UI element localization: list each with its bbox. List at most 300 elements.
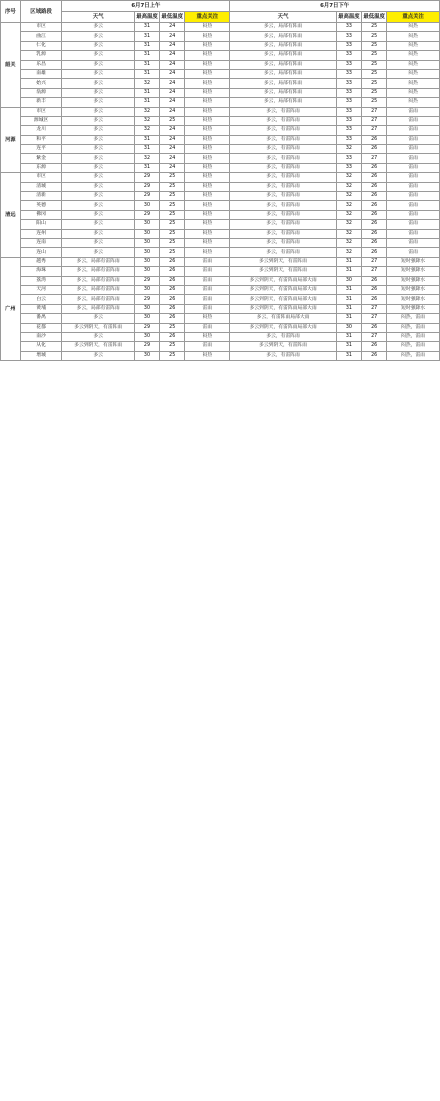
day1-low-cell: 24 bbox=[160, 107, 185, 116]
day1-low-cell: 26 bbox=[160, 314, 185, 323]
day2-focus-cell: 短时强降水 bbox=[387, 276, 440, 285]
day1-weather-cell: 多云 bbox=[62, 154, 134, 163]
day1-low-cell: 24 bbox=[160, 79, 185, 88]
district-cell: 紫金 bbox=[20, 154, 62, 163]
district-cell: 乐昌 bbox=[20, 60, 62, 69]
day1-low-cell: 26 bbox=[160, 295, 185, 304]
table-row bbox=[1, 51, 440, 60]
day1-low-cell: 25 bbox=[160, 342, 185, 351]
day1-weather-cell: 多云 bbox=[62, 210, 134, 219]
day2-low-cell: 26 bbox=[362, 173, 387, 182]
day2-low-cell: 25 bbox=[362, 51, 387, 60]
day1-focus-cell: 闷热 bbox=[185, 51, 230, 60]
day1-focus-cell: 闷热 bbox=[185, 107, 230, 116]
day2-low-cell: 27 bbox=[362, 126, 387, 135]
day1-focus-cell: 闷热 bbox=[185, 145, 230, 154]
day2-high-cell: 31 bbox=[336, 295, 361, 304]
day1-focus-cell: 闷热 bbox=[185, 23, 230, 32]
day2-high-cell: 32 bbox=[336, 229, 361, 238]
day2-weather-header: 天气 bbox=[230, 12, 336, 23]
day1-weather-header: 天气 bbox=[62, 12, 134, 23]
day1-high-cell: 29 bbox=[134, 173, 159, 182]
district-cell: 仁化 bbox=[20, 41, 62, 50]
day1-weather-cell: 多云 bbox=[62, 60, 134, 69]
district-cell: 龙川 bbox=[20, 126, 62, 135]
district-cell: 越秀 bbox=[20, 257, 62, 266]
day2-low-cell: 26 bbox=[362, 323, 387, 332]
day2-focus-cell: 雷雨 bbox=[387, 210, 440, 219]
day2-weather-cell: 多云到阴天，有雷阵雨 bbox=[230, 267, 336, 276]
day1-low-cell: 25 bbox=[160, 173, 185, 182]
day1-high-cell: 32 bbox=[134, 126, 159, 135]
day2-high-cell: 32 bbox=[336, 248, 361, 257]
day2-low-cell: 26 bbox=[362, 163, 387, 172]
day1-high-cell: 31 bbox=[134, 88, 159, 97]
day1-weather-cell: 多云 bbox=[62, 23, 134, 32]
day1-high-cell: 31 bbox=[134, 163, 159, 172]
day2-high-cell: 33 bbox=[336, 116, 361, 125]
day1-weather-cell: 多云 bbox=[62, 41, 134, 50]
day2-high-cell: 31 bbox=[336, 351, 361, 360]
day2-high-cell: 33 bbox=[336, 107, 361, 116]
day1-focus-cell: 闷热 bbox=[185, 154, 230, 163]
table-row bbox=[1, 267, 440, 276]
day1-low-cell: 25 bbox=[160, 323, 185, 332]
day1-high-cell: 29 bbox=[134, 192, 159, 201]
subheader-row bbox=[1, 12, 440, 23]
day2-weather-cell: 多云，有雷阵雨 bbox=[230, 126, 336, 135]
day2-weather-cell: 多云，有雷阵雨 bbox=[230, 182, 336, 191]
day1-low-cell: 24 bbox=[160, 51, 185, 60]
day2-high-cell: 33 bbox=[336, 88, 361, 97]
day1-high-cell: 29 bbox=[134, 276, 159, 285]
day2-weather-cell: 多云，局部有阵雨 bbox=[230, 79, 336, 88]
city-name: 广州 bbox=[1, 257, 21, 360]
district-cell: 番禺 bbox=[20, 314, 62, 323]
table-row bbox=[1, 342, 440, 351]
day2-high-cell: 32 bbox=[336, 201, 361, 210]
day1-low-cell: 24 bbox=[160, 126, 185, 135]
day2-high-cell: 31 bbox=[336, 257, 361, 266]
day2-low-cell: 26 bbox=[362, 238, 387, 247]
day1-focus-cell: 闷热 bbox=[185, 98, 230, 107]
day2-focus-cell: 闷热 bbox=[387, 41, 440, 50]
day1-focus-cell: 闷热 bbox=[185, 135, 230, 144]
district-cell: 连平 bbox=[20, 145, 62, 154]
day1-title: 6月7日上午 bbox=[62, 1, 230, 12]
day2-low-cell: 27 bbox=[362, 267, 387, 276]
day1-high-cell: 32 bbox=[134, 154, 159, 163]
day2-low-cell: 26 bbox=[362, 351, 387, 360]
day1-focus-cell: 闷热 bbox=[185, 32, 230, 41]
day2-low-cell: 26 bbox=[362, 201, 387, 210]
day1-high-cell: 30 bbox=[134, 267, 159, 276]
day2-focus-cell: 闷热，雷雨 bbox=[387, 332, 440, 341]
day2-weather-cell: 多云，有雷阵雨 bbox=[230, 135, 336, 144]
day1-low-cell: 25 bbox=[160, 116, 185, 125]
day1-weather-cell: 多云 bbox=[62, 182, 134, 191]
day1-high-cell: 30 bbox=[134, 257, 159, 266]
table-row bbox=[1, 210, 440, 219]
day1-low-cell: 24 bbox=[160, 23, 185, 32]
district-cell: 始兴 bbox=[20, 79, 62, 88]
day2-focus-cell: 雷雨 bbox=[387, 238, 440, 247]
day1-weather-cell: 多云 bbox=[62, 79, 134, 88]
day1-focus-cell: 闷热 bbox=[185, 201, 230, 210]
day1-low-cell: 24 bbox=[160, 163, 185, 172]
day1-weather-cell: 多云，局部有雷阵雨 bbox=[62, 285, 134, 294]
day1-focus-cell: 闷热 bbox=[185, 314, 230, 323]
day1-high-cell: 30 bbox=[134, 351, 159, 360]
day2-weather-cell: 多云到阴天，有雷阵雨局部大雨 bbox=[230, 276, 336, 285]
day2-low-cell: 26 bbox=[362, 145, 387, 154]
day1-low-cell: 25 bbox=[160, 229, 185, 238]
day2-weather-cell: 多云，有雷阵雨 bbox=[230, 332, 336, 341]
day2-weather-cell: 多云到阴天，有雷阵雨局部大雨 bbox=[230, 304, 336, 313]
table-row bbox=[1, 126, 440, 135]
day2-high-cell: 33 bbox=[336, 163, 361, 172]
day2-low-cell: 27 bbox=[362, 107, 387, 116]
day2-focus-cell: 闷热 bbox=[387, 69, 440, 78]
table-row bbox=[1, 116, 440, 125]
day2-focus-cell: 雷雨 bbox=[387, 182, 440, 191]
day2-low-cell: 25 bbox=[362, 32, 387, 41]
day2-weather-cell: 多云到阴天，有雷阵雨局部大雨 bbox=[230, 323, 336, 332]
city-name: 河源 bbox=[1, 107, 21, 173]
day2-high-cell: 33 bbox=[336, 60, 361, 69]
day2-low-cell: 27 bbox=[362, 332, 387, 341]
day2-low-cell: 26 bbox=[362, 248, 387, 257]
day2-high-cell: 32 bbox=[336, 238, 361, 247]
day2-weather-cell: 多云到阴天，有雷阵雨 bbox=[230, 342, 336, 351]
day2-focus-cell: 雷雨 bbox=[387, 126, 440, 135]
day1-focus-cell: 闷热 bbox=[185, 60, 230, 69]
district-cell: 荔湾 bbox=[20, 276, 62, 285]
day1-high-cell: 31 bbox=[134, 60, 159, 69]
day2-low-cell: 26 bbox=[362, 295, 387, 304]
day1-weather-cell: 多云，局部有雷阵雨 bbox=[62, 304, 134, 313]
day1-weather-cell: 多云 bbox=[62, 248, 134, 257]
district-cell: 南沙 bbox=[20, 332, 62, 341]
day1-focus-cell: 闷热 bbox=[185, 238, 230, 247]
day1-high-cell: 30 bbox=[134, 248, 159, 257]
day2-low-cell: 26 bbox=[362, 220, 387, 229]
table-row bbox=[1, 238, 440, 247]
table-row bbox=[1, 314, 440, 323]
day2-weather-cell: 多云，局部有阵雨 bbox=[230, 41, 336, 50]
table-row bbox=[1, 173, 440, 182]
day2-weather-cell: 多云，有雷阵雨 bbox=[230, 116, 336, 125]
day1-low-cell: 24 bbox=[160, 41, 185, 50]
day2-high-cell: 31 bbox=[336, 342, 361, 351]
day1-focus-cell: 闷热 bbox=[185, 210, 230, 219]
table-row bbox=[1, 32, 440, 41]
day2-weather-cell: 多云到阴天，有雷阵雨局部大雨 bbox=[230, 295, 336, 304]
day2-low-cell: 26 bbox=[362, 285, 387, 294]
day2-low-cell: 25 bbox=[362, 69, 387, 78]
day1-high-cell: 29 bbox=[134, 323, 159, 332]
day1-weather-cell: 多云，局部有雷阵雨 bbox=[62, 276, 134, 285]
day2-high-cell: 33 bbox=[336, 32, 361, 41]
day1-high-cell: 30 bbox=[134, 285, 159, 294]
day2-focus-cell: 闷热 bbox=[387, 60, 440, 69]
day1-focus-cell: 闷热 bbox=[185, 116, 230, 125]
day1-focus-cell: 闷热 bbox=[185, 220, 230, 229]
district-cell: 连州 bbox=[20, 229, 62, 238]
day1-high-header: 最高温度 bbox=[134, 12, 159, 23]
district-cell: 黄埔 bbox=[20, 304, 62, 313]
day2-high-cell: 32 bbox=[336, 173, 361, 182]
district-cell: 市区 bbox=[20, 173, 62, 182]
day1-focus-cell: 雷雨 bbox=[185, 323, 230, 332]
day1-focus-cell: 闷热 bbox=[185, 88, 230, 97]
table-row bbox=[1, 107, 440, 116]
day1-weather-cell: 多云 bbox=[62, 116, 134, 125]
day1-focus-cell: 雷雨 bbox=[185, 257, 230, 266]
day1-high-cell: 32 bbox=[134, 116, 159, 125]
day2-weather-cell: 多云，局部有阵雨 bbox=[230, 88, 336, 97]
day1-high-cell: 31 bbox=[134, 69, 159, 78]
table-row bbox=[1, 192, 440, 201]
day2-focus-cell: 短时强降水 bbox=[387, 295, 440, 304]
district-cell: 增城 bbox=[20, 351, 62, 360]
day1-focus-cell: 雷雨 bbox=[185, 304, 230, 313]
day2-weather-cell: 多云，有雷阵雨 bbox=[230, 229, 336, 238]
day2-high-cell: 33 bbox=[336, 79, 361, 88]
day1-high-cell: 30 bbox=[134, 220, 159, 229]
district-cell: 白云 bbox=[20, 295, 62, 304]
day1-focus-cell: 闷热 bbox=[185, 69, 230, 78]
day2-high-cell: 33 bbox=[336, 98, 361, 107]
day2-high-cell: 33 bbox=[336, 154, 361, 163]
day1-high-cell: 29 bbox=[134, 342, 159, 351]
day1-weather-cell: 多云 bbox=[62, 351, 134, 360]
day1-weather-cell: 多云 bbox=[62, 238, 134, 247]
day1-focus-cell: 雷雨 bbox=[185, 285, 230, 294]
day1-high-cell: 29 bbox=[134, 210, 159, 219]
day2-focus-cell: 雷雨 bbox=[387, 248, 440, 257]
district-cell: 新丰 bbox=[20, 98, 62, 107]
day1-weather-cell: 多云到阴天，有雷阵雨 bbox=[62, 342, 134, 351]
day1-low-cell: 25 bbox=[160, 220, 185, 229]
day2-low-cell: 26 bbox=[362, 276, 387, 285]
day2-focus-cell: 短时强降水 bbox=[387, 304, 440, 313]
table-row bbox=[1, 257, 440, 266]
day1-weather-cell: 多云 bbox=[62, 88, 134, 97]
day1-focus-cell: 闷热 bbox=[185, 163, 230, 172]
table-row bbox=[1, 220, 440, 229]
district-cell: 翁源 bbox=[20, 88, 62, 97]
day2-focus-cell: 雷雨 bbox=[387, 192, 440, 201]
day1-weather-cell: 多云 bbox=[62, 69, 134, 78]
table-row bbox=[1, 229, 440, 238]
day2-weather-cell: 多云，有雷阵雨 bbox=[230, 107, 336, 116]
day1-high-cell: 30 bbox=[134, 201, 159, 210]
day1-high-cell: 31 bbox=[134, 98, 159, 107]
day2-title: 6月7日下午 bbox=[230, 1, 440, 12]
day2-weather-cell: 多云，局部有阵雨 bbox=[230, 98, 336, 107]
table-row bbox=[1, 304, 440, 313]
weather-table bbox=[0, 0, 440, 361]
day2-focus-cell: 雷雨 bbox=[387, 116, 440, 125]
day1-weather-cell: 多云 bbox=[62, 220, 134, 229]
day2-weather-cell: 多云，有雷阵雨 bbox=[230, 173, 336, 182]
day2-weather-cell: 多云到阴天，有雷阵雨局部大雨 bbox=[230, 285, 336, 294]
day2-focus-cell: 雷雨 bbox=[387, 154, 440, 163]
day1-weather-cell: 多云 bbox=[62, 135, 134, 144]
table-row bbox=[1, 276, 440, 285]
day1-focus-cell: 闷热 bbox=[185, 332, 230, 341]
district-cell: 连南 bbox=[20, 238, 62, 247]
day2-high-cell: 33 bbox=[336, 135, 361, 144]
day2-focus-cell: 闷热 bbox=[387, 51, 440, 60]
day1-high-cell: 31 bbox=[134, 41, 159, 50]
day2-weather-cell: 多云，有雷阵雨 bbox=[230, 163, 336, 172]
day1-high-cell: 31 bbox=[134, 145, 159, 154]
day1-weather-cell: 多云 bbox=[62, 229, 134, 238]
city-name: 清远 bbox=[1, 173, 21, 258]
district-cell: 连山 bbox=[20, 248, 62, 257]
day2-focus-cell: 闷热，雷雨 bbox=[387, 323, 440, 332]
city-name: 韶关 bbox=[1, 23, 21, 108]
day1-high-cell: 30 bbox=[134, 229, 159, 238]
day2-high-cell: 30 bbox=[336, 276, 361, 285]
day2-low-cell: 27 bbox=[362, 257, 387, 266]
day2-weather-cell: 多云，有雷阵雨 bbox=[230, 201, 336, 210]
day1-low-cell: 24 bbox=[160, 135, 185, 144]
day2-weather-cell: 多云，局部有阵雨 bbox=[230, 51, 336, 60]
day1-weather-cell: 多云 bbox=[62, 332, 134, 341]
day2-high-cell: 32 bbox=[336, 145, 361, 154]
day1-focus-cell: 雷雨 bbox=[185, 267, 230, 276]
day2-high-cell: 33 bbox=[336, 126, 361, 135]
day2-focus-cell: 雷雨 bbox=[387, 107, 440, 116]
day1-focus-cell: 闷热 bbox=[185, 192, 230, 201]
day1-high-cell: 29 bbox=[134, 182, 159, 191]
day2-high-cell: 31 bbox=[336, 285, 361, 294]
day2-focus-cell: 雷雨 bbox=[387, 229, 440, 238]
day1-weather-cell: 多云 bbox=[62, 107, 134, 116]
day2-focus-cell: 短时强降水 bbox=[387, 285, 440, 294]
day1-weather-cell: 多云，局部有雷阵雨 bbox=[62, 295, 134, 304]
table-row bbox=[1, 332, 440, 341]
day2-low-cell: 25 bbox=[362, 98, 387, 107]
day2-weather-cell: 多云到阴天，有雷阵雨 bbox=[230, 257, 336, 266]
table-row bbox=[1, 98, 440, 107]
district-cell: 花都 bbox=[20, 323, 62, 332]
table-row bbox=[1, 79, 440, 88]
table-row bbox=[1, 248, 440, 257]
day1-weather-cell: 多云 bbox=[62, 201, 134, 210]
day1-high-cell: 29 bbox=[134, 295, 159, 304]
day1-focus-cell: 闷热 bbox=[185, 126, 230, 135]
day1-weather-cell: 多云 bbox=[62, 145, 134, 154]
district-cell: 市区 bbox=[20, 23, 62, 32]
day2-focus-cell: 短时强降水 bbox=[387, 257, 440, 266]
day2-weather-cell: 多云，局部有阵雨 bbox=[230, 60, 336, 69]
day2-focus-cell: 闷热 bbox=[387, 98, 440, 107]
table-row bbox=[1, 41, 440, 50]
table-row bbox=[1, 145, 440, 154]
day2-weather-cell: 多云，有雷阵雨 bbox=[230, 248, 336, 257]
day1-focus-cell: 闷热 bbox=[185, 79, 230, 88]
table-row bbox=[1, 69, 440, 78]
day1-weather-cell: 多云 bbox=[62, 51, 134, 60]
day1-weather-cell: 多云到阴天，有雷阵雨 bbox=[62, 323, 134, 332]
district-cell: 和平 bbox=[20, 135, 62, 144]
day1-weather-cell: 多云 bbox=[62, 314, 134, 323]
day1-low-cell: 25 bbox=[160, 182, 185, 191]
day1-focus-cell: 闷热 bbox=[185, 351, 230, 360]
table-row bbox=[1, 323, 440, 332]
day1-weather-cell: 多云 bbox=[62, 173, 134, 182]
day1-low-cell: 26 bbox=[160, 304, 185, 313]
day1-low-cell: 26 bbox=[160, 267, 185, 276]
district-cell: 天河 bbox=[20, 285, 62, 294]
day1-low-cell: 24 bbox=[160, 154, 185, 163]
day1-focus-cell: 雷雨 bbox=[185, 295, 230, 304]
day2-high-header: 最高温度 bbox=[336, 12, 361, 23]
day2-low-cell: 26 bbox=[362, 229, 387, 238]
table-row bbox=[1, 135, 440, 144]
day2-focus-cell: 闷热 bbox=[387, 79, 440, 88]
district-header: 区域路段 bbox=[20, 1, 62, 23]
day2-focus-header: 重点关注 bbox=[387, 12, 440, 23]
day2-focus-cell: 闷热 bbox=[387, 32, 440, 41]
district-cell: 市区 bbox=[20, 107, 62, 116]
district-cell: 清新 bbox=[20, 192, 62, 201]
day1-low-cell: 24 bbox=[160, 60, 185, 69]
day1-low-cell: 24 bbox=[160, 32, 185, 41]
day2-weather-cell: 多云，局部有阵雨 bbox=[230, 69, 336, 78]
table-row bbox=[1, 182, 440, 191]
day2-focus-cell: 雷雨 bbox=[387, 173, 440, 182]
day1-focus-cell: 闷热 bbox=[185, 182, 230, 191]
day2-focus-cell: 闷热 bbox=[387, 23, 440, 32]
seq-header: 序号 bbox=[1, 1, 21, 23]
day1-low-cell: 26 bbox=[160, 332, 185, 341]
day2-high-cell: 32 bbox=[336, 220, 361, 229]
day1-weather-cell: 多云 bbox=[62, 163, 134, 172]
day2-focus-cell: 雷雨 bbox=[387, 145, 440, 154]
district-cell: 乳源 bbox=[20, 51, 62, 60]
day1-high-cell: 31 bbox=[134, 32, 159, 41]
day2-high-cell: 33 bbox=[336, 23, 361, 32]
day2-low-cell: 26 bbox=[362, 192, 387, 201]
day2-high-cell: 32 bbox=[336, 182, 361, 191]
day1-low-cell: 25 bbox=[160, 201, 185, 210]
district-cell: 源城区 bbox=[20, 116, 62, 125]
day1-high-cell: 30 bbox=[134, 238, 159, 247]
day1-high-cell: 31 bbox=[134, 23, 159, 32]
day2-low-cell: 27 bbox=[362, 314, 387, 323]
day1-low-cell: 25 bbox=[160, 351, 185, 360]
day1-focus-cell: 闷热 bbox=[185, 173, 230, 182]
day1-low-cell: 26 bbox=[160, 276, 185, 285]
day1-low-cell: 25 bbox=[160, 192, 185, 201]
header-row bbox=[1, 1, 440, 12]
day2-high-cell: 33 bbox=[336, 41, 361, 50]
day2-low-cell: 25 bbox=[362, 23, 387, 32]
day2-weather-cell: 多云，局部有阵雨 bbox=[230, 32, 336, 41]
day2-low-cell: 26 bbox=[362, 210, 387, 219]
day2-low-cell: 25 bbox=[362, 79, 387, 88]
day1-high-cell: 30 bbox=[134, 314, 159, 323]
table-row bbox=[1, 351, 440, 360]
day2-high-cell: 32 bbox=[336, 192, 361, 201]
day2-weather-cell: 多云，有雷阵雨 bbox=[230, 238, 336, 247]
table-row bbox=[1, 201, 440, 210]
